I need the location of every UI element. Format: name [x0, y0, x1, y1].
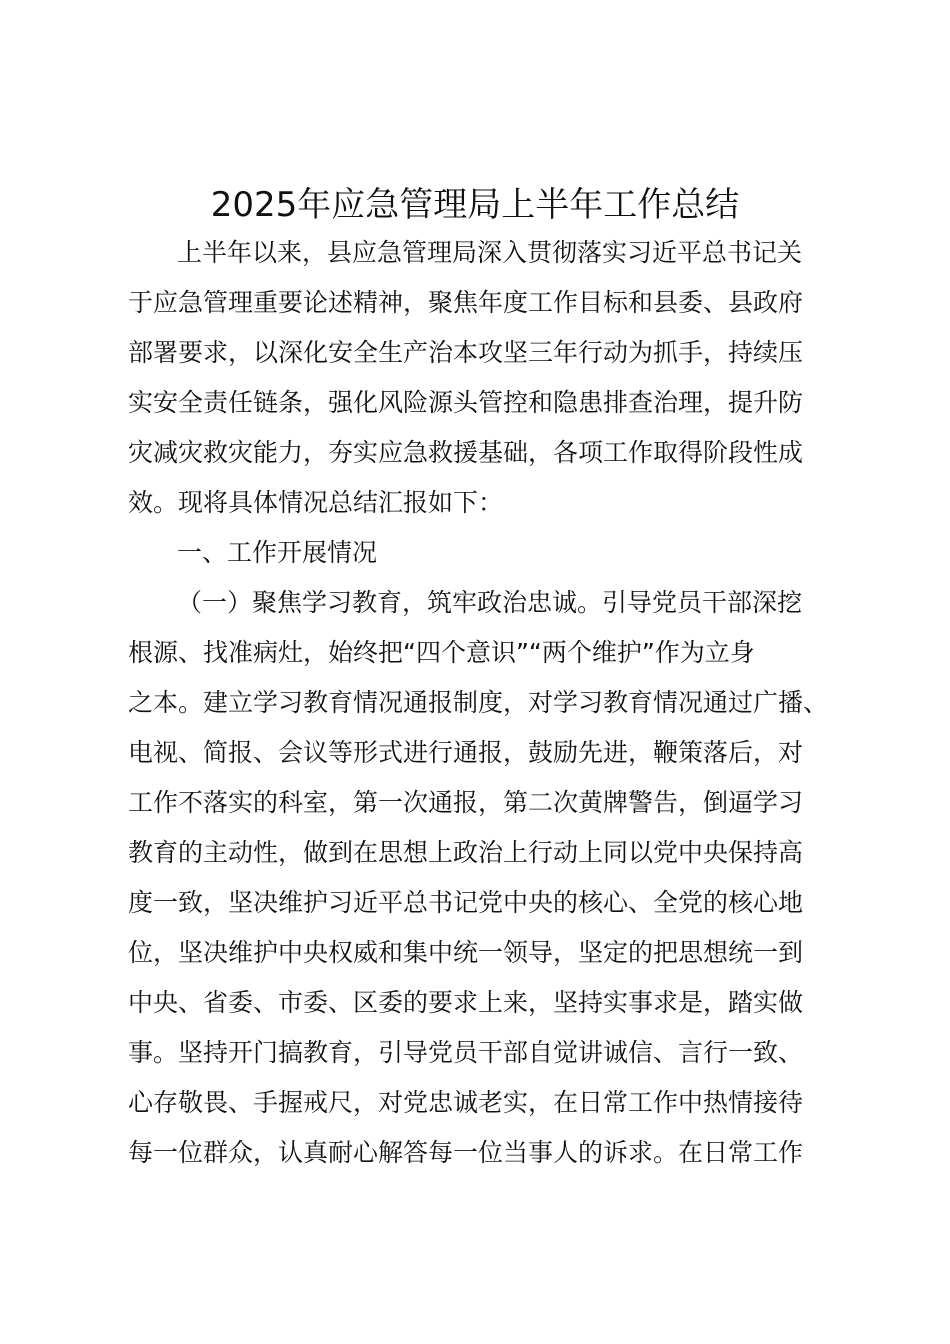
text-line: 中央、省委、市委、区委的要求上来，坚持实事求是，踏实做 — [128, 988, 804, 1017]
document-title: 2025年应急管理局上半年工作总结 — [210, 185, 740, 225]
text-line: 事。坚持开门搞教育，引导党员干部自觉讲诚信、言行一致、 — [128, 1038, 804, 1067]
text-line: 位，坚决维护中央权威和集中统一领导，坚定的把思想统一到 — [128, 938, 804, 967]
document-body — [0, 228, 950, 1178]
text-line: 实安全责任链条，强化风险源头管控和隐患排查治理，提升防 — [128, 388, 804, 417]
text-line: 之本。建立学习教育情况通报制度，对学习教育情况通过广播、 — [128, 688, 829, 717]
text-line: 效。现将具体情况总结汇报如下： — [128, 488, 504, 517]
text-line: 工作不落实的科室，第一次通报，第二次黄牌警告，倒逼学习 — [128, 788, 804, 817]
text-line: 根源、找准病灶，始终把“四个意识”“两个维护”作为立身 — [128, 638, 755, 667]
text-line: 度一致，坚决维护习近平总书记党中央的核心、全党的核心地 — [128, 888, 804, 917]
text-line: 教育的主动性，做到在思想上政治上行动上同以党中央保持高 — [128, 838, 804, 867]
text-line: 一、工作开展情况 — [177, 538, 378, 567]
text-line: 灾减灾救灾能力，夯实应急救援基础，各项工作取得阶段性成 — [128, 438, 804, 467]
text-line: 部署要求，以深化安全生产治本攻坚三年行动为抓手，持续压 — [128, 338, 804, 367]
text-line: 于应急管理重要论述精神，聚焦年度工作目标和县委、县政府 — [128, 288, 804, 317]
text-line: （一）聚焦学习教育，筑牢政治忠诚。引导党员干部深挖 — [177, 588, 803, 617]
text-line: 上半年以来，县应急管理局深入贯彻落实习近平总书记关 — [177, 238, 803, 267]
text-line: 心存敬畏、手握戒尺，对党忠诚老实，在日常工作中热情接待 — [128, 1088, 804, 1117]
text-line: 每一位群众，认真耐心解答每一位当事人的诉求。在日常工作 — [128, 1138, 804, 1167]
text-line: 电视、简报、会议等形式进行通报，鼓励先进，鞭策落后，对 — [128, 738, 804, 767]
